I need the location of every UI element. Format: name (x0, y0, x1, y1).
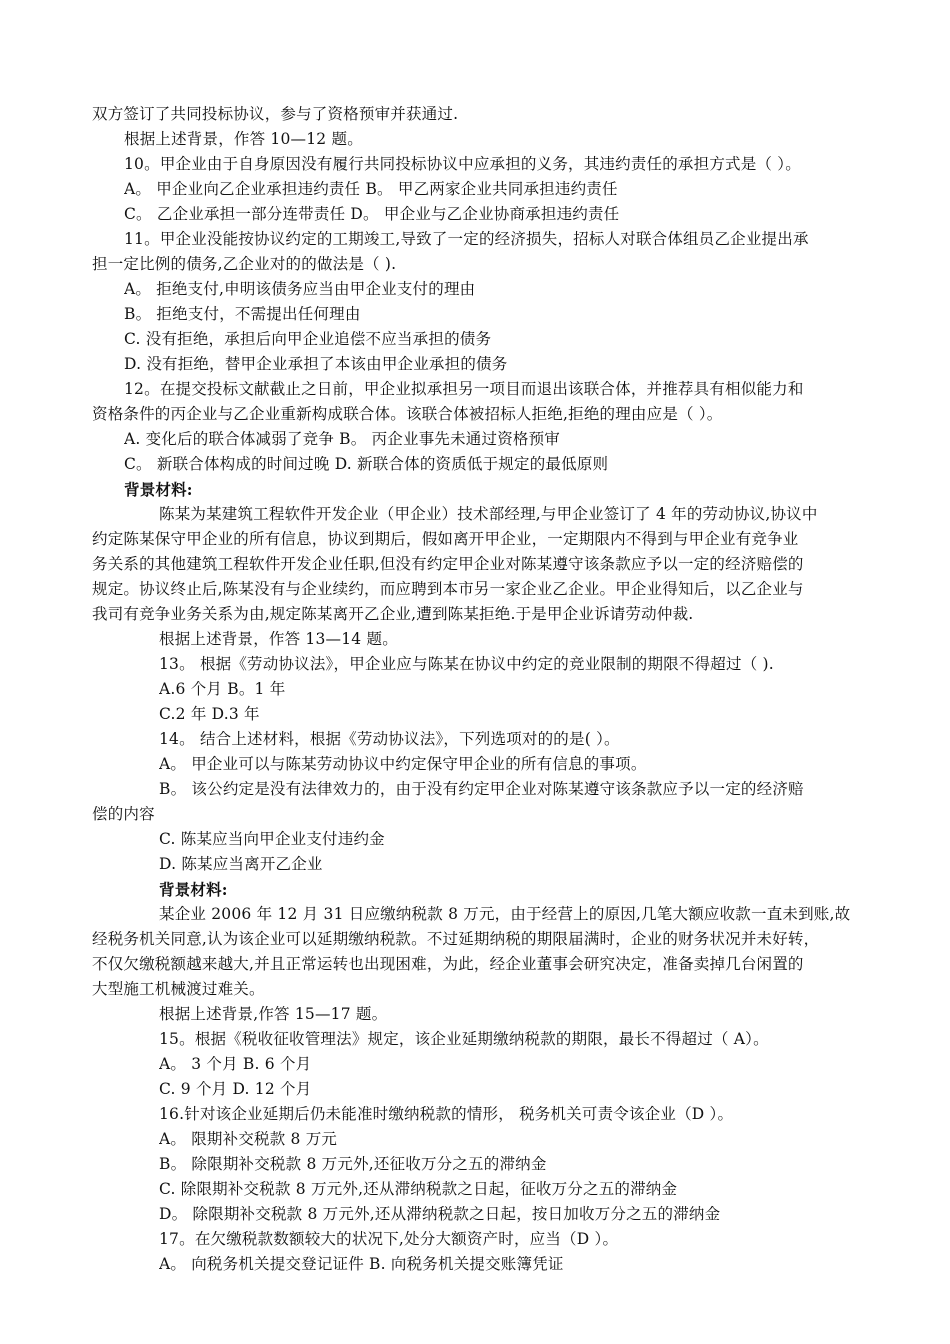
paragraph-line: 经税务机关同意,认为该企业可以延期缴纳税款。不过延期纳税的期限届满时，企业的财务状况并未好转， (92, 930, 820, 948)
option-line: A。 3 个月 B. 6 个月 (159, 1055, 312, 1073)
option-line: A。 拒绝支付,申明该债务应当由甲企业支付的理由 (124, 280, 476, 298)
option-line: B。 该公约定是没有法律效力的，由于没有约定甲企业对陈某遵守该条款应予以一定的经济赔 (159, 780, 804, 798)
text-line: 根据上述背景,作答 15—17 题。 (159, 1005, 388, 1023)
option-line: A。 向税务机关提交登记证件 B. 向税务机关提交账簿凭证 (159, 1255, 564, 1273)
option-line: C。 乙企业承担一部分连带责任 D。 甲企业与乙企业协商承担违约责任 (124, 205, 620, 223)
option-line: C. 陈某应当向甲企业支付违约金 (159, 830, 385, 848)
text-line: 根据上述背景，作答 10—12 题。 (124, 130, 363, 148)
question-10: 10。甲企业由于自身原因没有履行共同投标协议中应承担的义务，其违约责任的承担方式是（ ）。 (124, 155, 801, 173)
option-line: C.2 年 D.3 年 (159, 705, 260, 723)
paragraph-line: 规定。协议终止后,陈某没有与企业续约，而应聘到本市另一家企业乙企业。甲企业得知后，以乙企业与 (92, 580, 804, 598)
option-line: C. 9 个月 D. 12 个月 (159, 1080, 312, 1098)
text-line: 根据上述背景，作答 13—14 题。 (159, 630, 398, 648)
option-line: A。 限期补交税款 8 万元 (159, 1130, 338, 1148)
option-line: B。 拒绝支付，不需提出任何理由 (124, 305, 361, 323)
option-line: D. 陈某应当离开乙企业 (159, 855, 323, 873)
paragraph-line: 不仅欠缴税额越来越大,并且正常运转也出现困难，为此，经企业董事会研究决定，准备卖掉几台闲置的 (92, 955, 804, 973)
option-line: A。 甲企业向乙企业承担违约责任 B。 甲乙两家企业共同承担违约责任 (124, 180, 618, 198)
option-line: B。 除限期补交税款 8 万元外,还征收万分之五的滞纳金 (159, 1155, 547, 1173)
option-line: C. 除限期补交税款 8 万元外,还从滞纳税款之日起，征收万分之五的滞纳金 (159, 1180, 678, 1198)
text-line: 双方签订了共同投标协议，参与了资格预审并获通过. (92, 105, 459, 123)
option-line: D. 没有拒绝，替甲企业承担了本该由甲企业承担的债务 (124, 355, 508, 373)
paragraph-line: 我司有竞争业务关系为由,规定陈某离开乙企业,遭到陈某拒绝.于是甲企业诉请劳动仲裁. (92, 605, 694, 623)
option-line: A。 甲企业可以与陈某劳动协议中约定保守甲企业的所有信息的事项。 (159, 755, 647, 773)
option-line: C。 新联合体构成的时间过晚 D. 新联合体的资质低于规定的最低原则 (124, 455, 609, 473)
question-13: 13。 根据《劳动协议法》，甲企业应与陈某在协议中约定的竞业限制的期限不得超过（ ). (159, 655, 774, 673)
option-line: A.6 个月 B。1 年 (159, 680, 286, 698)
section-heading: 背景材料: (124, 480, 193, 499)
paragraph-line: 务关系的其他建筑工程软件开发企业任职,但没有约定甲企业对陈某遵守该条款应予以一定的经济赔偿的 (92, 555, 804, 573)
option-line: A. 变化后的联合体减弱了竞争 B。 丙企业事先未通过资格预审 (124, 430, 560, 448)
paragraph-line: 约定陈某保守甲企业的所有信息，协议到期后，假如离开甲企业，一定期限内不得到与甲企业有竞争业 (92, 530, 799, 548)
paragraph-line: 陈某为某建筑工程软件开发企业（甲企业）技术部经理,与甲企业签订了 4 年的劳动协议,协议中 (159, 505, 818, 523)
text-line: 偿的内容 (92, 805, 155, 823)
text-line: 资格条件的丙企业与乙企业重新构成联合体。该联合体被招标人拒绝,拒绝的理由应是（ ）。 (92, 405, 723, 423)
text-line: 担一定比例的债务,乙企业对的的做法是（ ). (92, 255, 397, 273)
option-line: C. 没有拒绝，承担后向甲企业追偿不应当承担的债务 (124, 330, 492, 348)
question-11: 11。甲企业没能按协议约定的工期竣工,导致了一定的经济损失，招标人对联合体组员乙企业提出承 (124, 230, 809, 248)
question-17: 17。在欠缴税款数额较大的状况下,处分大额资产时，应当（D ）。 (159, 1230, 619, 1248)
question-14: 14。 结合上述材料，根据《劳动协议法》，下列选项对的的是( ）。 (159, 730, 620, 748)
option-line: D。 除限期补交税款 8 万元外,还从滞纳税款之日起，按日加收万分之五的滞纳金 (159, 1205, 721, 1223)
section-heading: 背景材料: (159, 880, 228, 899)
paragraph-line: 某企业 2006 年 12 月 31 日应缴纳税款 8 万元，由于经营上的原因,几笔大额应收款一直未到账,故 (159, 905, 851, 923)
question-12: 12。在提交投标文献截止之日前，甲企业拟承担另一项目而退出该联合体，并推荐具有相似能力和 (124, 380, 804, 398)
paragraph-line: 大型施工机械渡过难关。 (92, 980, 265, 998)
question-15: 15。根据《税收征收管理法》规定，该企业延期缴纳税款的期限，最长不得超过（ A）。 (159, 1030, 769, 1048)
question-16: 16.针对该企业延期后仍未能准时缴纳税款的情形， 税务机关可责令该企业（D ）。 (159, 1105, 734, 1123)
